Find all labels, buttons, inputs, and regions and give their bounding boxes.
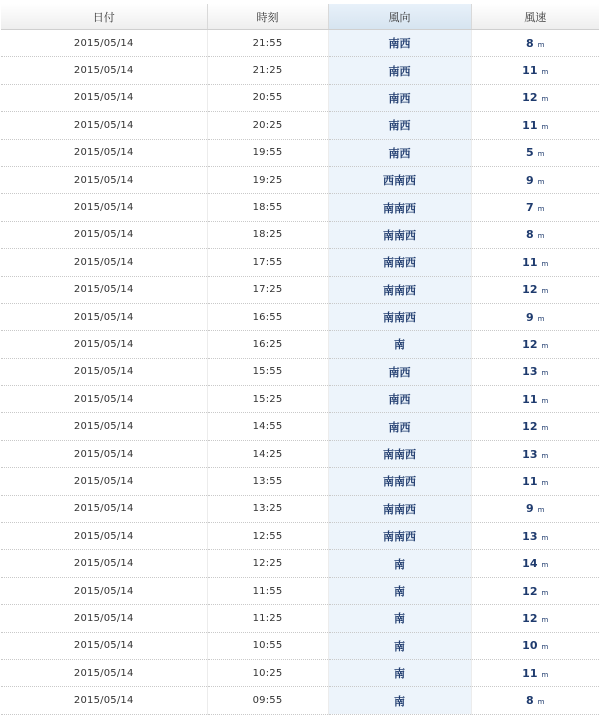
direction-cell: 南南西 — [328, 468, 471, 495]
speed-cell — [471, 84, 599, 111]
time-cell: 17:55 — [207, 249, 328, 276]
speed-value: 12 — [522, 611, 538, 625]
speed-value: 8 — [526, 36, 534, 50]
speed-value: 12 — [522, 283, 538, 297]
speed-unit: m — [541, 561, 549, 570]
time-cell: 10:25 — [207, 659, 328, 686]
speed-unit: m — [541, 533, 549, 542]
direction-cell: 南南西 — [328, 303, 471, 330]
date-cell: 2015/05/14 — [1, 550, 207, 577]
table-row — [1, 413, 599, 440]
speed-cell — [471, 112, 599, 139]
speed-unit: m — [541, 122, 549, 131]
date-cell: 2015/05/14 — [1, 166, 207, 193]
date-cell: 2015/05/14 — [1, 605, 207, 632]
date-cell: 2015/05/14 — [1, 468, 207, 495]
speed-value: 11 — [522, 392, 538, 406]
speed-unit: m — [537, 698, 545, 707]
date-cell: 2015/05/14 — [1, 139, 207, 166]
time-cell: 20:25 — [207, 112, 328, 139]
date-cell: 2015/05/14 — [1, 632, 207, 659]
direction-cell: 南南西 — [328, 194, 471, 221]
speed-value: 10 — [522, 639, 538, 653]
direction-cell: 南南西 — [328, 495, 471, 522]
wind-observation-table — [1, 4, 599, 715]
table-row — [1, 605, 599, 632]
speed-value: 12 — [522, 337, 538, 351]
speed-unit: m — [541, 670, 549, 679]
table-row — [1, 386, 599, 413]
speed-cell — [471, 303, 599, 330]
speed-value: 12 — [522, 91, 538, 105]
direction-cell: 南 — [328, 687, 471, 714]
time-cell: 11:25 — [207, 605, 328, 632]
direction-cell: 南西 — [328, 57, 471, 84]
table-body — [1, 30, 599, 715]
speed-unit: m — [541, 478, 549, 487]
date-cell: 2015/05/14 — [1, 440, 207, 467]
speed-cell — [471, 276, 599, 303]
time-cell: 09:55 — [207, 687, 328, 714]
speed-cell — [471, 687, 599, 714]
date-cell: 2015/05/14 — [1, 249, 207, 276]
time-cell: 15:55 — [207, 358, 328, 385]
speed-unit: m — [541, 287, 549, 296]
direction-cell: 南西 — [328, 139, 471, 166]
time-cell: 16:25 — [207, 331, 328, 358]
time-cell: 10:55 — [207, 632, 328, 659]
time-cell: 18:55 — [207, 194, 328, 221]
speed-unit: m — [537, 232, 545, 241]
speed-cell — [471, 577, 599, 604]
speed-cell — [471, 523, 599, 550]
speed-unit: m — [537, 314, 545, 323]
speed-value: 9 — [526, 173, 534, 187]
time-cell: 14:55 — [207, 413, 328, 440]
speed-value: 9 — [526, 502, 534, 516]
direction-cell: 南南西 — [328, 276, 471, 303]
direction-column-header[interactable]: 風向 — [328, 4, 471, 30]
speed-value: 12 — [522, 584, 538, 598]
speed-cell — [471, 632, 599, 659]
time-cell: 16:55 — [207, 303, 328, 330]
speed-cell — [471, 495, 599, 522]
speed-column-header[interactable]: 風速 — [471, 4, 599, 30]
speed-unit: m — [541, 95, 549, 104]
direction-cell: 南 — [328, 550, 471, 577]
speed-value: 13 — [522, 529, 538, 543]
table-row — [1, 687, 599, 714]
speed-value: 11 — [522, 666, 538, 680]
table-row — [1, 440, 599, 467]
speed-cell — [471, 221, 599, 248]
date-cell: 2015/05/14 — [1, 687, 207, 714]
speed-cell — [471, 550, 599, 577]
table-row — [1, 331, 599, 358]
speed-value: 14 — [522, 557, 538, 571]
speed-cell — [471, 659, 599, 686]
date-cell: 2015/05/14 — [1, 495, 207, 522]
table-row — [1, 112, 599, 139]
speed-unit: m — [541, 643, 549, 652]
direction-cell: 南 — [328, 632, 471, 659]
time-cell: 11:55 — [207, 577, 328, 604]
direction-cell: 南南西 — [328, 221, 471, 248]
table-row — [1, 194, 599, 221]
speed-cell — [471, 30, 599, 57]
date-cell: 2015/05/14 — [1, 194, 207, 221]
speed-unit: m — [541, 424, 549, 433]
speed-value: 7 — [526, 201, 534, 215]
table-row — [1, 577, 599, 604]
direction-cell: 南 — [328, 577, 471, 604]
direction-cell: 南南西 — [328, 249, 471, 276]
table-row — [1, 57, 599, 84]
speed-unit: m — [541, 588, 549, 597]
time-cell: 19:25 — [207, 166, 328, 193]
date-cell: 2015/05/14 — [1, 358, 207, 385]
table-row — [1, 550, 599, 577]
direction-cell: 南西 — [328, 112, 471, 139]
direction-cell: 南 — [328, 659, 471, 686]
speed-cell — [471, 57, 599, 84]
time-cell: 14:25 — [207, 440, 328, 467]
table-row — [1, 221, 599, 248]
table-row — [1, 468, 599, 495]
speed-unit: m — [541, 615, 549, 624]
speed-value: 5 — [526, 146, 534, 160]
table-row — [1, 84, 599, 111]
table-row — [1, 139, 599, 166]
speed-value: 11 — [522, 255, 538, 269]
speed-unit: m — [537, 150, 545, 159]
speed-unit: m — [537, 205, 545, 214]
speed-cell — [471, 386, 599, 413]
speed-cell — [471, 331, 599, 358]
table-row — [1, 303, 599, 330]
direction-cell: 南西 — [328, 30, 471, 57]
speed-cell — [471, 468, 599, 495]
direction-cell: 南西 — [328, 386, 471, 413]
date-cell: 2015/05/14 — [1, 659, 207, 686]
date-cell: 2015/05/14 — [1, 57, 207, 84]
direction-cell: 南南西 — [328, 523, 471, 550]
direction-cell: 南南西 — [328, 440, 471, 467]
time-cell: 17:25 — [207, 276, 328, 303]
table-row — [1, 276, 599, 303]
speed-cell — [471, 413, 599, 440]
speed-unit: m — [541, 68, 549, 77]
direction-cell: 南 — [328, 605, 471, 632]
speed-unit: m — [541, 369, 549, 378]
table-row — [1, 632, 599, 659]
time-cell: 13:55 — [207, 468, 328, 495]
table-row — [1, 495, 599, 522]
speed-value: 12 — [522, 420, 538, 434]
time-column-header[interactable]: 時刻 — [207, 4, 328, 30]
table-row — [1, 30, 599, 57]
date-cell: 2015/05/14 — [1, 276, 207, 303]
table-row — [1, 659, 599, 686]
direction-cell: 南西 — [328, 358, 471, 385]
table-row — [1, 358, 599, 385]
date-column-header[interactable]: 日付 — [1, 4, 207, 30]
speed-unit: m — [537, 40, 545, 49]
direction-cell: 南 — [328, 331, 471, 358]
time-cell: 12:25 — [207, 550, 328, 577]
direction-cell: 南西 — [328, 413, 471, 440]
date-cell: 2015/05/14 — [1, 413, 207, 440]
time-cell: 18:25 — [207, 221, 328, 248]
date-cell: 2015/05/14 — [1, 331, 207, 358]
speed-value: 8 — [526, 694, 534, 708]
speed-cell — [471, 166, 599, 193]
speed-value: 13 — [522, 447, 538, 461]
speed-unit: m — [541, 451, 549, 460]
table-header — [1, 4, 599, 30]
time-cell: 15:25 — [207, 386, 328, 413]
time-cell: 21:55 — [207, 30, 328, 57]
date-cell: 2015/05/14 — [1, 386, 207, 413]
date-cell: 2015/05/14 — [1, 577, 207, 604]
direction-cell: 西南西 — [328, 166, 471, 193]
time-cell: 20:55 — [207, 84, 328, 111]
time-cell: 13:25 — [207, 495, 328, 522]
time-cell: 12:55 — [207, 523, 328, 550]
date-cell: 2015/05/14 — [1, 112, 207, 139]
date-cell: 2015/05/14 — [1, 30, 207, 57]
speed-unit: m — [537, 506, 545, 515]
speed-unit: m — [541, 259, 549, 268]
speed-unit: m — [541, 341, 549, 350]
table-row — [1, 523, 599, 550]
date-cell: 2015/05/14 — [1, 84, 207, 111]
speed-value: 11 — [522, 474, 538, 488]
speed-value: 8 — [526, 228, 534, 242]
speed-value: 11 — [522, 64, 538, 78]
speed-cell — [471, 358, 599, 385]
speed-cell — [471, 139, 599, 166]
date-cell: 2015/05/14 — [1, 303, 207, 330]
date-cell: 2015/05/14 — [1, 523, 207, 550]
date-cell: 2015/05/14 — [1, 221, 207, 248]
table-row — [1, 249, 599, 276]
header-row — [1, 4, 599, 30]
speed-value: 11 — [522, 118, 538, 132]
speed-value: 13 — [522, 365, 538, 379]
speed-unit: m — [537, 177, 545, 186]
speed-cell — [471, 605, 599, 632]
time-cell: 21:25 — [207, 57, 328, 84]
speed-cell — [471, 249, 599, 276]
time-cell: 19:55 — [207, 139, 328, 166]
speed-cell — [471, 194, 599, 221]
table-row — [1, 166, 599, 193]
speed-unit: m — [541, 396, 549, 405]
direction-cell: 南西 — [328, 84, 471, 111]
speed-value: 9 — [526, 310, 534, 324]
speed-cell — [471, 440, 599, 467]
